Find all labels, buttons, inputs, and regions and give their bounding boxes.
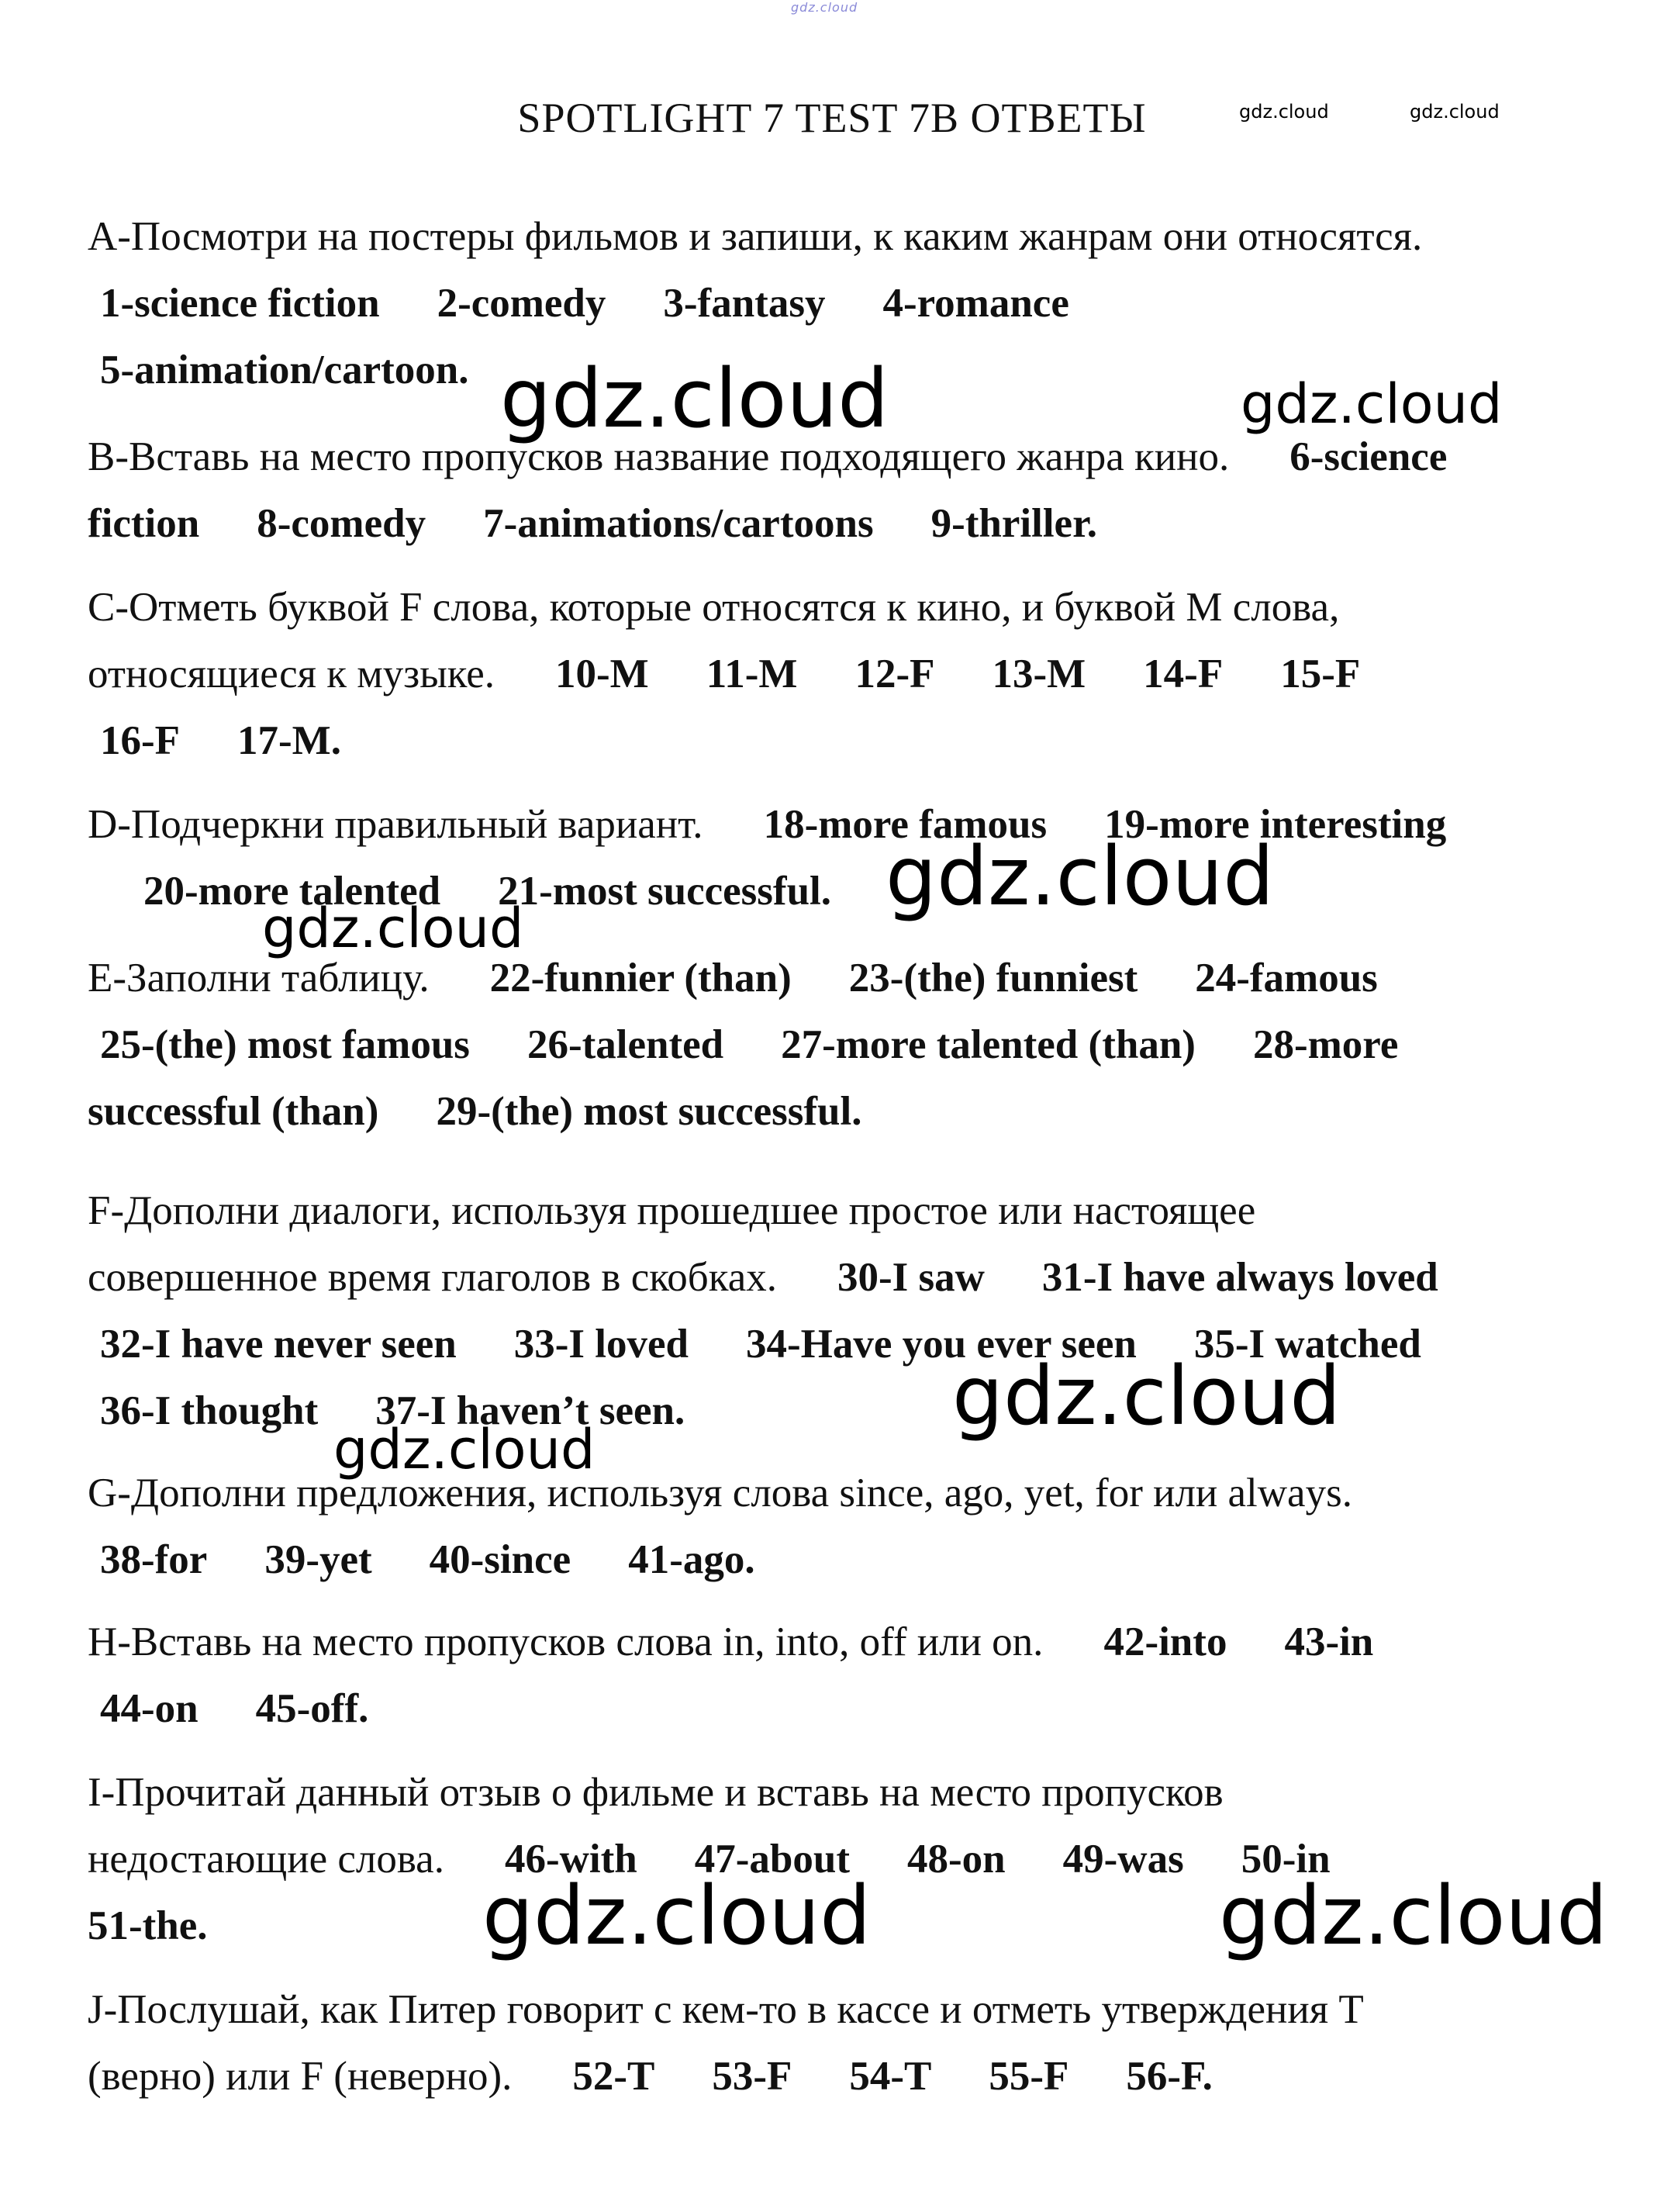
answer: 20-more talented	[143, 869, 441, 914]
answer: 25-(the) most famous	[100, 1022, 470, 1067]
watermark: gdz.cloud	[1219, 1868, 1608, 1963]
section-c-question-cont: относящиеся к музыке.	[88, 652, 495, 696]
answer: 43-in	[1284, 1619, 1374, 1664]
answer: 26-talented	[526, 1022, 724, 1067]
answer: 45-off.	[255, 1686, 369, 1731]
answer: 3-fantasy	[663, 281, 826, 326]
answer: 37-I haven’t seen.	[375, 1388, 685, 1433]
answer: 17-M.	[237, 718, 341, 763]
answer: fiction	[88, 501, 200, 546]
section-i-question: I-Прочитай данный отзыв о фильме и вставь на место пропусков	[88, 1770, 1224, 1815]
answer: 39-yet	[264, 1537, 372, 1582]
answer: 44-on	[100, 1686, 199, 1731]
answer: 28-more	[1252, 1022, 1399, 1067]
answer: 47-about	[694, 1837, 850, 1882]
answer: 6-science	[1289, 434, 1448, 479]
answer: 42-into	[1103, 1619, 1227, 1664]
section-h	[88, 1609, 1584, 1742]
answer: 9-thriller.	[930, 501, 1097, 546]
watermark: gdz.cloud	[500, 351, 889, 446]
section-f-question: F-Дополни диалоги, используя прошедшее простое или настоящее	[88, 1188, 1256, 1233]
answer: 5-animation/cartoon.	[100, 347, 469, 392]
answer: 53-F	[712, 2054, 792, 2099]
answer: 48-on	[907, 1837, 1006, 1882]
answer: 13-M	[992, 652, 1086, 696]
answer: 46-with	[504, 1837, 637, 1882]
section-i-question-cont: недостающие слова.	[88, 1837, 444, 1882]
answer: 49-was	[1062, 1837, 1184, 1882]
answer: 10-M	[555, 652, 649, 696]
answer: 36-I thought	[100, 1388, 319, 1433]
section-j-question: J-Послушай, как Питер говорит с кем-то в кассе и отметь утверждения T	[88, 1987, 1364, 2032]
page-title: SPOTLIGHT 7 TEST 7B ОТВЕТЫ	[517, 95, 1147, 141]
answer: 31-I have always loved	[1041, 1255, 1438, 1300]
watermark-header-1: gdz.cloud	[1239, 101, 1329, 123]
section-j-question-cont: (верно) или F (неверно).	[88, 2054, 513, 2099]
answer: 16-F	[100, 718, 181, 763]
section-a-question: A-Посмотри на постеры фильмов и запиши, к каким жанрам они относятся.	[88, 214, 1423, 259]
answer: 24-famous	[1195, 956, 1378, 1001]
section-e	[88, 945, 1584, 1145]
answer: 23-(the) funniest	[848, 956, 1138, 1001]
watermark: gdz.cloud	[1241, 372, 1503, 436]
answer: 51-the.	[88, 1903, 208, 1948]
section-d-question: D-Подчеркни правильный вариант.	[88, 802, 703, 847]
answer: 52-T	[572, 2054, 655, 2099]
answer: 35-I watched	[1193, 1322, 1421, 1367]
answer: 30-I saw	[837, 1255, 985, 1300]
answer: 33-I loved	[513, 1322, 689, 1367]
section-g-question: G-Дополни предложения, используя слова since, ago, yet, for или always.	[88, 1471, 1352, 1516]
answer: 27-more talented (than)	[781, 1022, 1196, 1067]
section-c	[88, 574, 1584, 774]
section-b	[88, 423, 1584, 557]
answer: 8-comedy	[257, 501, 426, 546]
answer: 4-romance	[882, 281, 1069, 326]
answer: 11-M	[706, 652, 798, 696]
answer: 12-F	[854, 652, 935, 696]
answer: 55-F	[989, 2054, 1069, 2099]
watermark: gdz.cloud	[482, 1868, 872, 1963]
answer: 56-F.	[1126, 2054, 1213, 2099]
answer: 2-comedy	[437, 281, 606, 326]
answer: 34-Have you ever seen	[746, 1322, 1137, 1367]
watermark-top: gdz.cloud	[791, 0, 858, 15]
answer: 19-more interesting	[1104, 802, 1447, 847]
answer: 1-science fiction	[100, 281, 380, 326]
section-e-question: E-Заполни таблицу.	[88, 956, 430, 1001]
answer: 14-F	[1143, 652, 1224, 696]
watermark: gdz.cloud	[952, 1349, 1341, 1443]
section-b-question: B-Вставь на место пропусков название подходящего жанра кино.	[88, 434, 1230, 479]
answer: 15-F	[1280, 652, 1361, 696]
answer: 50-in	[1241, 1837, 1331, 1882]
answer: 7-animations/cartoons	[483, 501, 874, 546]
section-j	[88, 1976, 1584, 2110]
watermark-header-2: gdz.cloud	[1410, 101, 1500, 123]
section-f-question-cont: совершенное время глаголов в скобках.	[88, 1255, 777, 1300]
answer: 21-most successful.	[498, 869, 832, 914]
answer: 32-I have never seen	[100, 1322, 457, 1367]
watermark: gdz.cloud	[886, 829, 1275, 924]
answer: 41-ago.	[628, 1537, 755, 1582]
answer: 38-for	[100, 1537, 208, 1582]
section-h-question: H-Вставь на место пропусков слова in, into, off или on.	[88, 1619, 1044, 1664]
answer: 54-T	[849, 2054, 932, 2099]
answer: 18-more famous	[763, 802, 1048, 847]
answer: 22-funnier (than)	[489, 956, 792, 1001]
answer: 29-(the) most successful.	[436, 1089, 862, 1134]
watermark: gdz.cloud	[262, 897, 524, 960]
answer: 40-since	[429, 1537, 571, 1582]
watermark: gdz.cloud	[333, 1418, 596, 1481]
section-g	[88, 1460, 1584, 1593]
section-c-question: C-Отметь буквой F слова, которые относятся к кино, и буквой M слова,	[88, 585, 1340, 630]
section-f	[88, 1177, 1584, 1444]
answer: successful (than)	[88, 1089, 379, 1134]
